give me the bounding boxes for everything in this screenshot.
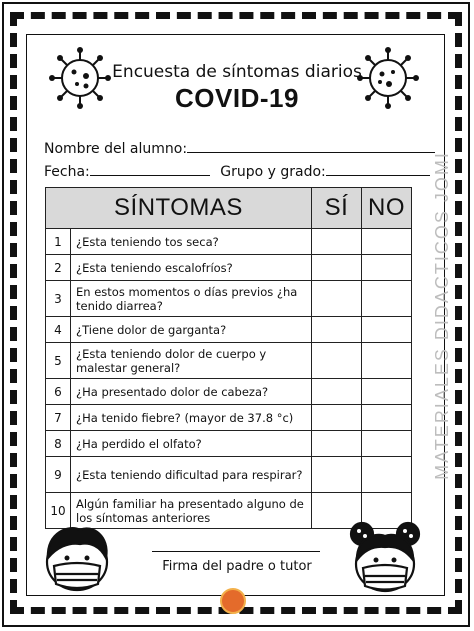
yes-cell[interactable] [312, 317, 362, 343]
row-number: 9 [46, 457, 71, 493]
table-row [46, 281, 412, 317]
row-number: 8 [46, 431, 71, 457]
row-question: ¿Esta teniendo escalofríos? [71, 255, 312, 281]
student-name-label: Nombre del alumno: [44, 141, 188, 157]
table-row [46, 255, 412, 281]
yes-cell[interactable] [312, 255, 362, 281]
student-name-field [44, 140, 435, 157]
student-name-line[interactable] [187, 140, 435, 153]
yes-cell[interactable] [312, 457, 362, 493]
row-number: 4 [46, 317, 71, 343]
row-question: ¿Esta teniendo tos seca? [71, 229, 312, 255]
row-number: 7 [46, 405, 71, 431]
yes-cell[interactable] [312, 405, 362, 431]
row-number: 1 [46, 229, 71, 255]
no-cell[interactable] [362, 431, 412, 457]
watermark-text: MATERIALES DIDACTICOS JOMI [431, 150, 452, 480]
boy-mask-icon [40, 520, 114, 596]
signature-label: Firma del padre o tutor [162, 559, 312, 574]
survey-title: Encuesta de síntomas diarios [112, 62, 362, 82]
girl-mask-icon [348, 520, 422, 596]
group-label: Grupo y grado: [220, 164, 326, 180]
no-cell[interactable] [362, 457, 412, 493]
table-row [46, 229, 412, 255]
survey-subtitle: COVID-19 [175, 83, 299, 113]
row-number: 3 [46, 281, 71, 317]
no-cell[interactable] [362, 343, 412, 379]
row-question: En estos momentos o días previos ¿ha tenido diarrea? [71, 281, 312, 317]
row-number: 10 [46, 493, 71, 529]
brand-badge-icon [220, 588, 246, 614]
yes-cell[interactable] [312, 343, 362, 379]
row-number: 2 [46, 255, 71, 281]
header-symptoms: SÍNTOMAS [46, 188, 312, 229]
date-group-field [44, 163, 430, 180]
signature-line[interactable] [152, 551, 320, 552]
group-line[interactable] [326, 163, 430, 176]
table-row [46, 379, 412, 405]
yes-cell[interactable] [312, 281, 362, 317]
no-cell[interactable] [362, 405, 412, 431]
table-row [46, 457, 412, 493]
no-cell[interactable] [362, 229, 412, 255]
date-label: Fecha: [44, 164, 90, 180]
yes-cell[interactable] [312, 431, 362, 457]
no-cell[interactable] [362, 317, 412, 343]
yes-cell[interactable] [312, 379, 362, 405]
watermark [430, 150, 454, 480]
header-no: NO [362, 188, 412, 229]
date-line[interactable] [90, 163, 210, 176]
symptoms-table [45, 187, 412, 529]
table-header-row [46, 188, 412, 229]
row-question: Algún familiar ha presentado alguno de los síntomas anteriores [71, 493, 312, 529]
row-number: 5 [46, 343, 71, 379]
no-cell[interactable] [362, 379, 412, 405]
row-question: ¿Ha presentado dolor de cabeza? [71, 379, 312, 405]
row-question: ¿Ha perdido el olfato? [71, 431, 312, 457]
no-cell[interactable] [362, 255, 412, 281]
row-question: ¿Esta teniendo dolor de cuerpo y malestar general? [71, 343, 312, 379]
table-row [46, 405, 412, 431]
header-yes: SÍ [312, 188, 362, 229]
yes-cell[interactable] [312, 229, 362, 255]
row-question: ¿Esta teniendo dificultad para respirar? [71, 457, 312, 493]
no-cell[interactable] [362, 281, 412, 317]
row-number: 6 [46, 379, 71, 405]
row-question: ¿Tiene dolor de garganta? [71, 317, 312, 343]
table-row [46, 431, 412, 457]
table-row [46, 343, 412, 379]
row-question: ¿Ha tenido fiebre? (mayor de 37.8 °c) [71, 405, 312, 431]
table-row [46, 317, 412, 343]
